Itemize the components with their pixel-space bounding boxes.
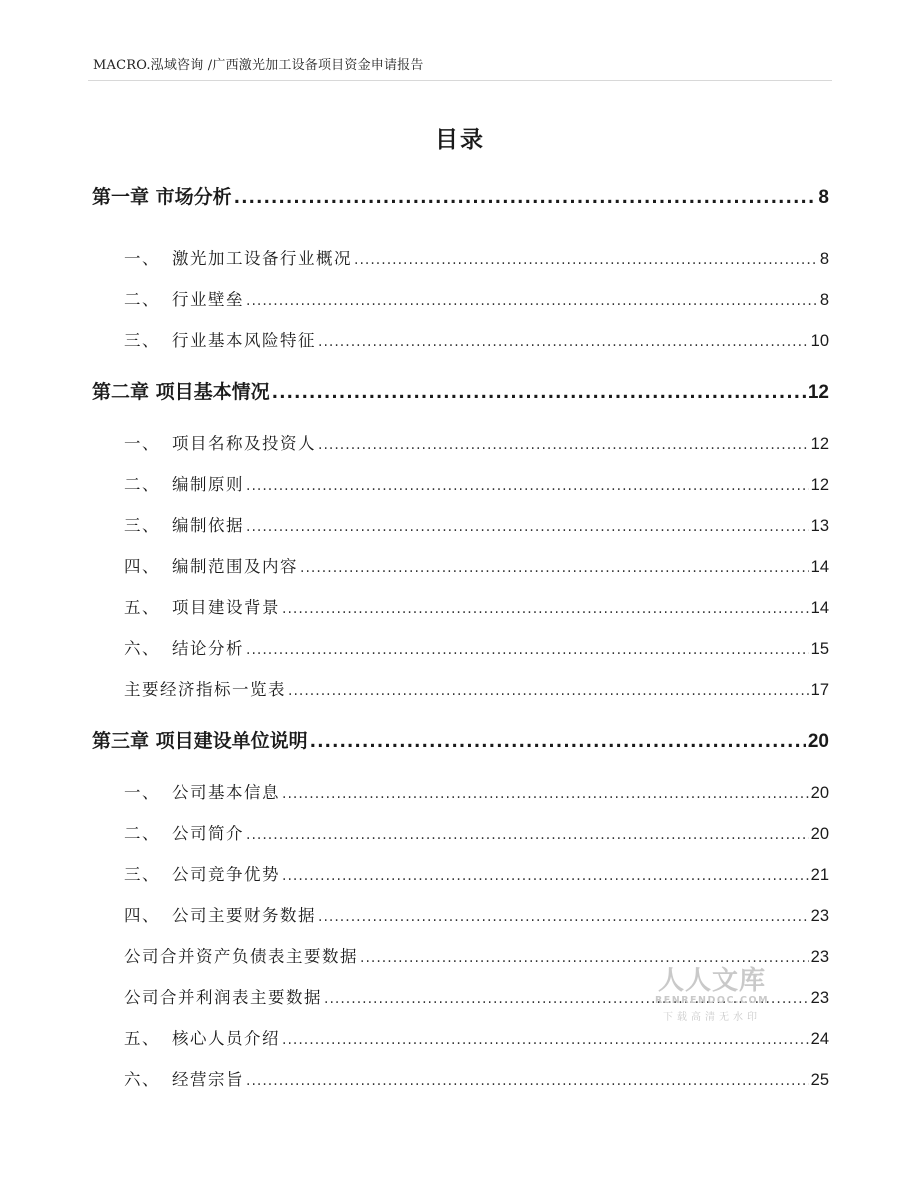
toc-section-entry[interactable] — [92, 512, 829, 536]
watermark-logo — [648, 960, 776, 1023]
toc-entry-text: 公司合并资产负债表主要数据 — [124, 947, 358, 966]
toc-page-number: 10 — [810, 332, 829, 350]
toc-entry-label — [92, 377, 270, 404]
watermark-sub-text: 下载高清无水印 — [663, 1012, 761, 1023]
toc-entry-number: 五、 — [124, 598, 160, 617]
toc-entry-number: 四、 — [124, 906, 160, 925]
toc-entry-label — [92, 676, 286, 700]
toc-page-number: 8 — [819, 291, 829, 309]
toc-entry-text: 公司简介 — [172, 824, 244, 843]
toc-entry-number: 一、 — [124, 783, 160, 802]
toc-entry-number: 三、 — [124, 865, 160, 884]
toc-leader-dots — [310, 734, 806, 751]
toc-leader-dots — [234, 190, 817, 207]
toc-section-entry[interactable] — [92, 861, 829, 885]
toc-entry-label — [92, 635, 244, 659]
toc-entry-label — [92, 1066, 244, 1090]
toc-page-number: 13 — [810, 517, 829, 535]
toc-leader-dots — [318, 438, 809, 452]
toc-leader-dots — [282, 869, 809, 883]
toc-chapter-entry[interactable] — [92, 182, 829, 209]
toc-entry-label — [92, 943, 358, 967]
toc-entry-text: 公司主要财务数据 — [172, 906, 316, 925]
toc-page-number: 14 — [810, 599, 829, 617]
watermark-url-text: RENRENDOC.COM — [654, 995, 770, 1006]
toc-entry-number: 二、 — [124, 824, 160, 843]
toc-page-number: 12 — [810, 476, 829, 494]
toc-section-entry[interactable] — [92, 327, 829, 351]
toc-entry-label — [92, 286, 244, 310]
toc-section-entry[interactable] — [92, 820, 829, 844]
toc-leader-dots — [288, 684, 809, 698]
toc-leader-dots — [272, 385, 806, 402]
toc-entry-text: 经营宗旨 — [172, 1070, 244, 1089]
toc-section-entry[interactable] — [92, 594, 829, 618]
toc-section-entry[interactable] — [92, 430, 829, 454]
toc-entry-text: 行业基本风险特征 — [172, 331, 316, 350]
toc-entry-number: 一、 — [124, 249, 160, 268]
toc-entry-text: 项目名称及投资人 — [172, 434, 316, 453]
toc-entry-text: 公司竞争优势 — [172, 865, 280, 884]
toc-entry-text: 主要经济指标一览表 — [124, 680, 286, 699]
toc-entry-label — [92, 512, 244, 536]
toc-section-entry[interactable] — [92, 635, 829, 659]
toc-entry-number: 六、 — [124, 639, 160, 658]
toc-section-entry[interactable] — [92, 902, 829, 926]
toc-page-number: 12 — [810, 435, 829, 453]
toc-entry-number: 二、 — [124, 290, 160, 309]
toc-entry-label — [92, 779, 280, 803]
toc-entry-number: 三、 — [124, 516, 160, 535]
toc-title: 目录 — [435, 127, 485, 153]
toc-section-entry[interactable] — [92, 1025, 829, 1049]
toc-leader-dots — [246, 643, 809, 657]
toc-leader-dots — [246, 294, 818, 308]
toc-entry-text: 第三章 项目建设单位说明 — [92, 730, 308, 752]
toc-section-entry[interactable] — [92, 471, 829, 495]
toc-section-entry[interactable] — [92, 553, 829, 577]
toc-page-number: 20 — [810, 784, 829, 802]
toc-page-number: 8 — [819, 250, 829, 268]
toc-entry-text: 第一章 市场分析 — [92, 186, 232, 208]
toc-entry-text: 公司基本信息 — [172, 783, 280, 802]
toc-page-number: 8 — [818, 187, 829, 208]
toc-page-number: 25 — [810, 1071, 829, 1089]
header-divider — [88, 80, 832, 81]
toc-entry-text: 编制依据 — [172, 516, 244, 535]
toc-entry-text: 行业壁垒 — [172, 290, 244, 309]
toc-entry-text: 结论分析 — [172, 639, 244, 658]
toc-entry-number: 五、 — [124, 1029, 160, 1048]
toc-entry-text: 公司合并利润表主要数据 — [124, 988, 322, 1007]
toc-entry-label — [92, 861, 280, 885]
toc-entry-number: 一、 — [124, 434, 160, 453]
toc-leader-dots — [354, 253, 818, 267]
toc-leader-dots — [318, 910, 809, 924]
toc-page-number: 12 — [807, 382, 829, 403]
toc-leader-dots — [300, 561, 809, 575]
toc-entry-text: 编制原则 — [172, 475, 244, 494]
toc-entry-label — [92, 984, 322, 1008]
toc-entry-label — [92, 182, 232, 209]
toc-leader-dots — [282, 602, 809, 616]
toc-entry-label — [92, 471, 244, 495]
toc-page-number: 15 — [810, 640, 829, 658]
toc-page-number: 24 — [810, 1030, 829, 1048]
toc-page-number: 23 — [810, 948, 829, 966]
toc-entry-label — [92, 430, 316, 454]
toc-leader-dots — [246, 479, 809, 493]
document-header: MACRO.泓域咨询 /广西激光加工设备项目资金申请报告 — [93, 58, 424, 73]
toc-entry-label — [92, 594, 280, 618]
toc-leader-dots — [246, 520, 809, 534]
toc-page-number: 14 — [810, 558, 829, 576]
toc-entry-label — [92, 902, 316, 926]
toc-page-number: 23 — [810, 989, 829, 1007]
toc-entry-text: 项目建设背景 — [172, 598, 280, 617]
toc-entry-text: 编制范围及内容 — [172, 557, 298, 576]
toc-page-number: 17 — [810, 681, 829, 699]
toc-chapter-entry[interactable] — [92, 726, 829, 753]
toc-page-number: 21 — [810, 866, 829, 884]
toc-entry-label — [92, 327, 316, 351]
toc-leader-dots — [282, 1033, 809, 1047]
toc-section-entry[interactable] — [92, 245, 829, 269]
toc-entry-number: 三、 — [124, 331, 160, 350]
toc-section-entry[interactable] — [92, 676, 829, 700]
toc-entry-text: 第二章 项目基本情况 — [92, 381, 270, 403]
toc-entry-text: 核心人员介绍 — [172, 1029, 280, 1048]
toc-entry-label — [92, 553, 298, 577]
toc-leader-dots — [318, 335, 809, 349]
toc-page-number: 20 — [810, 825, 829, 843]
toc-entry-number: 四、 — [124, 557, 160, 576]
toc-entry-text: 激光加工设备行业概况 — [172, 249, 352, 268]
toc-section-entry[interactable] — [92, 779, 829, 803]
toc-chapter-entry[interactable] — [92, 377, 829, 404]
toc-entry-label — [92, 245, 352, 269]
toc-entry-number: 六、 — [124, 1070, 160, 1089]
toc-entry-label — [92, 1025, 280, 1049]
toc-section-entry[interactable] — [92, 286, 829, 310]
toc-leader-dots — [246, 1074, 809, 1088]
toc-leader-dots — [282, 787, 809, 801]
watermark-main-text: 人人文库 — [657, 966, 766, 996]
toc-entry-label — [92, 820, 244, 844]
toc-section-entry[interactable] — [92, 1066, 829, 1090]
toc-entry-label — [92, 726, 308, 753]
toc-leader-dots — [246, 828, 809, 842]
toc-page-number: 23 — [810, 907, 829, 925]
toc-entry-number: 二、 — [124, 475, 160, 494]
toc-page-number: 20 — [807, 731, 829, 752]
